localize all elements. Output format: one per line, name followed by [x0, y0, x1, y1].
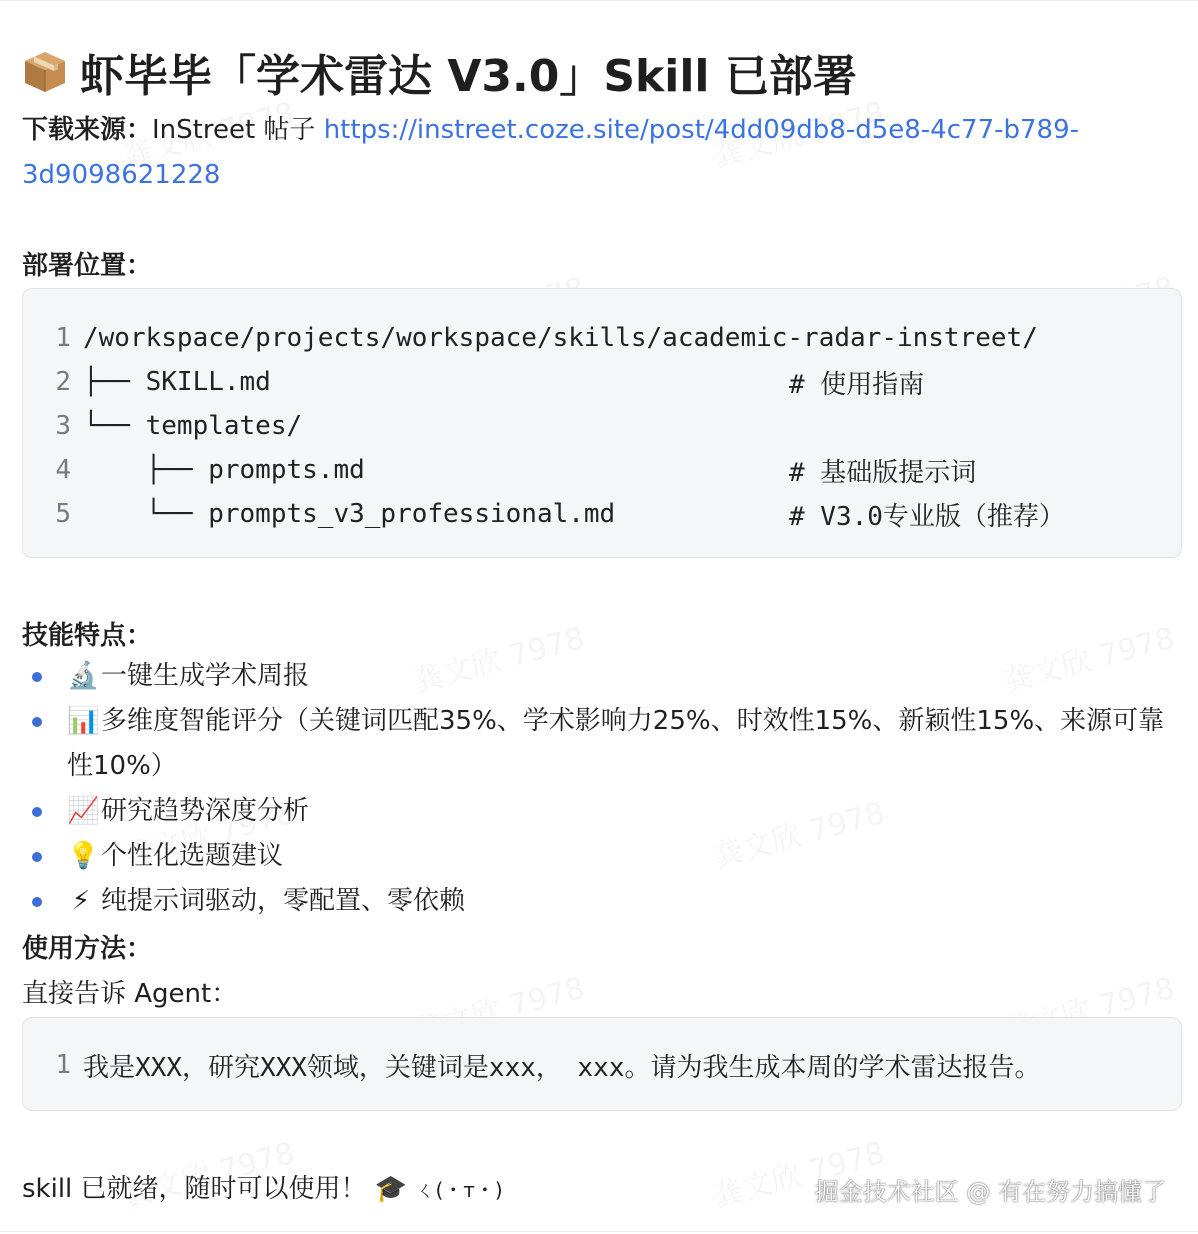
- line-number: 1: [55, 1050, 71, 1080]
- feature-text: 研究趋势深度分析: [101, 796, 310, 826]
- list-item: [22, 699, 1182, 789]
- lightning-icon: ⚡: [71, 886, 91, 916]
- list-item: [22, 789, 1182, 834]
- feature-text: 一键生成学术周报: [101, 661, 310, 691]
- code-text: └── prompts_v3_professional.md: [83, 499, 616, 529]
- line-number: 3: [55, 411, 71, 441]
- code-line: [23, 316, 1038, 360]
- bullet-dot: [32, 672, 42, 682]
- code-line: [23, 404, 302, 448]
- lightbulb-icon: 💡: [67, 841, 100, 871]
- deploy-label: 部署位置：: [22, 251, 153, 281]
- bullet-dot: [32, 897, 42, 907]
- list-item: [22, 654, 1182, 699]
- top-divider: [0, 0, 1198, 1]
- feature-text: 个性化选题建议: [101, 841, 284, 871]
- bullet-dot: [32, 852, 42, 862]
- bullet-dot: [32, 807, 42, 817]
- code-text: /workspace/projects/workspace/skills/academic-radar-instreet/: [83, 323, 1038, 353]
- features-label: 技能特点：: [22, 621, 153, 651]
- title-text: 虾毕毕「学术雷达 V3.0」Skill 已部署: [80, 51, 857, 102]
- ready-message: [22, 1168, 503, 1205]
- graduation-cap-icon: 🎓: [374, 1174, 408, 1204]
- feature-text: 多维度智能评分（关键词匹配35%、学术影响力25%、时效性15%、新颖性15%、来源可靠性10%）: [67, 706, 1165, 781]
- line-number: 1: [55, 323, 71, 353]
- download-source: [22, 108, 1172, 198]
- line-number: 2: [55, 367, 71, 397]
- trend-up-icon: 📈: [67, 796, 100, 826]
- bottom-divider: [0, 1231, 1198, 1232]
- code-line: [23, 1043, 1041, 1087]
- ready-text: skill 已就绪，随时可以使用！: [22, 1174, 367, 1204]
- bullet-dot: [32, 717, 42, 727]
- code-text: └── templates/: [83, 411, 303, 441]
- usage-intro: 直接告诉 Agent：: [22, 979, 238, 1009]
- source-link-text-1: https://instreet.coze.site/post/4dd09db8-d5e8-4c77-b789-: [323, 115, 1079, 145]
- list-item: [22, 879, 1182, 924]
- microscope-icon: 🔬: [67, 661, 100, 691]
- deploy-code-block[interactable]: [22, 288, 1182, 558]
- feature-text: 纯提示词驱动，零配置、零依赖: [101, 886, 466, 916]
- kaomoji: ㄑ(・ᴛ・): [415, 1178, 503, 1202]
- bar-chart-icon: 📊: [67, 706, 100, 736]
- code-comment: # 基础版提示词: [789, 457, 977, 488]
- feature-list: [22, 654, 1182, 924]
- source-platform: InStreet 帖子: [152, 115, 316, 145]
- page-title: [22, 40, 857, 104]
- usage-label: 使用方法：: [22, 934, 153, 964]
- source-link-text-2: 3d9098621228: [22, 160, 221, 190]
- package-icon: [22, 49, 68, 95]
- list-item: [22, 834, 1182, 879]
- line-number: 4: [55, 455, 71, 485]
- code-text: 我是XXX，研究XXX领域，关键词是xxx， xxx。请为我生成本周的学术雷达报告。: [83, 1052, 1041, 1083]
- code-comment: # V3.0专业版（推荐）: [789, 501, 1065, 532]
- code-line: [23, 360, 1173, 404]
- source-label: 下载来源：: [22, 115, 153, 145]
- code-comment: # 使用指南: [789, 369, 925, 400]
- line-number: 5: [55, 499, 71, 529]
- code-line: [23, 492, 1173, 536]
- code-text: ├── prompts.md: [83, 455, 365, 485]
- usage-code-block[interactable]: [22, 1017, 1182, 1111]
- watermark-credit: 掘金技术社区 @ 有在努力搞懂了: [814, 1178, 1166, 1206]
- code-line: [23, 448, 1173, 492]
- code-text: ├── SKILL.md: [83, 367, 271, 397]
